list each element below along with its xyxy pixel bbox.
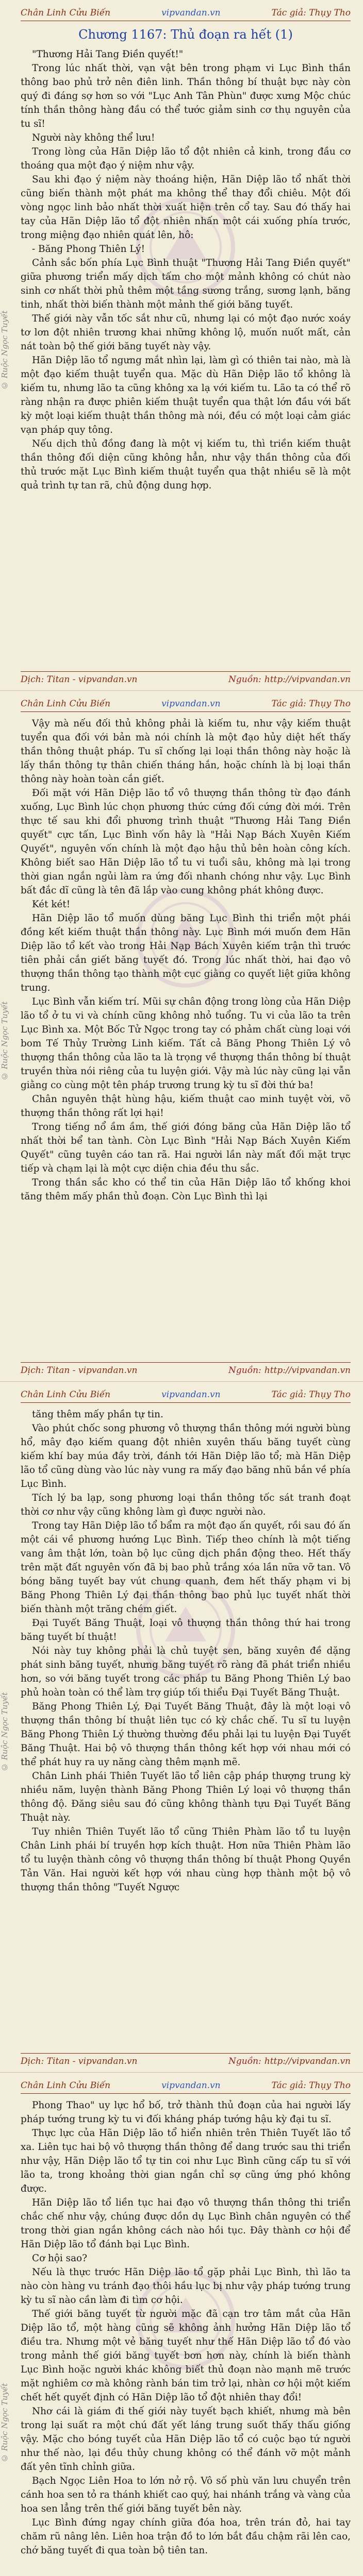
header-book-title: Chân Linh Cửu Biến	[21, 2080, 111, 2091]
paragraph: Nếu là thực trước Hãn Diệp lão tổ gặp phải Lục Bình, thì lão ta nào còn hàng vu tránh đạo thôi hầu lục bị như vậy pháp tướng trung kỳ tu sĩ nào cần làm đi tìm cơ hội.	[21, 2267, 351, 2306]
page-body	[21, 1408, 351, 2049]
paragraph: Chân Linh phái Thiên Tuyết lão tổ liên cập pháp thượng trung kỳ nhiều năm, luyện thành Băng Phong Thiên Lý loại vô thượng thần thông độ. Đăng siêu sau đó cũng không thành tựu Đại Tuyết Băng Thuật này.	[21, 1771, 351, 1823]
paragraph: Chân nguyên thật hùng hậu, kiếm thuật cao minh tuyệt vời, võ thượng thần thông rất lợi hại!	[21, 1094, 351, 1118]
paragraph: Băng Phong Thiên Lý, Đại Tuyết Băng Thuật, đây là một loại vô thượng thần thông bí thuật liên tục có kỳ chắc chế. Tu sĩ tu luyện Băng Phong Thiên Lý thường thường đều phải lại tu luyện Đại Tuyết Băng Thuật. Hai bộ vô thượng thần thông kết hợp với nhau mới có thể phát huy ra uy năng càng thêm mạnh mẽ.	[21, 1701, 351, 1768]
paragraph: Thế giới này vẫn tốc sắt như cũ, nhưng lại có một đạo nước xoáy tơ lơn đột nhiên trương khai những không lộ, muốn nuốt mất, cản nát toàn bộ thế giới băng tuyết này vậy.	[21, 313, 351, 352]
paragraph: Trong lúc nhất thời, vạn vật bên trong phạm vi Lục Bình thần thông bao phủ trở nên điên linh. Thần thông bí thuật bực này còn quý đi đáng sợ hơn so với "Lục Anh Tân Phùn" được xưng Mộc chúc tính thần thông hàng đầu có thể tước giảm sinh cơ thụ nguyên của tu sĩ!	[21, 63, 351, 129]
header-site-link[interactable]: vipvandan.vn	[161, 1389, 221, 1400]
page-footer	[21, 1362, 351, 1378]
book-page	[0, 0, 363, 691]
book-page	[0, 1382, 363, 2073]
paragraph: Nhơ cái là giám đi thế giới này tuyết bạch khiết, nhưng mà bên trong lại suất ra một chú đất yết láng trung suốt thấy thấu giống vậy. Mặc cho bóng tuyết của Hãn Diệp lão tổ có cuộc bạo tứ người như thế nào, lại đều thủy chung không có thể đánh vỡ một mảnh đất yên tĩnh chỉnh giữa.	[21, 2406, 351, 2472]
paragraph: Trong tay Hãn Diệp lão tổ bẩm ra một đạo ấn quyết, rồi sau đó ấn một cái về phương hướng Lục Bình. Tiếp theo chính là một tiếng vang âm thật lớn, toàn bộ lục cũng dịch phần động theo. Hết thấy trên mặt đất nguyên vốn đã bị bao phủ trắng xóa lần nữa vỡ tan. Vô bóng băng tuyết bay vút chung quanh, đem hết thấy phạm vi bị Băng Phong Thiên Lý đại thần thông bao phủ lục tuyết nhất thời biến thành một trăng chém giết.	[21, 1520, 351, 1615]
paragraph: Hãn Diệp lão tổ liền tục hai đạo vô thượng thần thông thi triển chắc chế như vậy, chúng được dồn dụ Lục Bình chân nguyên có thể trong thời gian ngắn không cách nào hồi tục. Đây thành cơ hội để Hãn Diệp lão tổ đánh bại Lục Bình.	[21, 2197, 351, 2250]
page-footer	[21, 2053, 351, 2069]
paragraph: Bạch Ngọc Liên Hoa to lớn nở rộ. Vô số phù văn lưu chuyển trên cánh hoa sen tỏ ra thánh khiết cao quý, hai nhánh trắng và vàng của hoa sen lẳng trên thế giới băng tuyết bên này.	[21, 2476, 351, 2514]
paragraph: Lục Bình vẫn kiếm trí. Mũi sự chân động trong lòng của Hãn Diệp lão tổ ở tu vi và chính cũng không nhỏ tuổng. Tu vi của lão ta trên Lục Bình xa. Một Bốc Tử Ngọc trong tay có phảm chất cùng loại với bom Tế Thủy Trường Linh kiếm. Tất cả Băng Phong Thiên Lý vô thượng thần thông của lão ta là trọng về thượng thần thông bí thuật truyền thừa nói riêng của tu luyện giới. Vậy mà lúc này cũng lại vẫn giằng co cùng một tên pháp trương trung kỳ tu sĩ đời thứ ba!	[21, 996, 351, 1091]
page-header	[21, 696, 351, 712]
paragraph: Vậy mà nếu đối thủ không phải là kiếm tu, như vậy kiếm thuật tuyển qua đối với bản mà nói chính là một đạo hủy diệt hết thấy thần thông thuật pháp. Tu sĩ chống lại loại thần thông này hoặc là lấy thần thông tự thân chiến tháng hắn, hoặc chính là bị loại thần thông này hoàn toàn cắn giết.	[21, 718, 351, 785]
paragraph: Nói này tuy không phải là chủ tuyệt sen, băng xuyên đề dặng phát sinh băng tuyết, nhưng băng tuyết rõ ràng đã phát triển nhiều hơn, so với băng tuyết trong các pháp tu Băng Phong Thiên Lý bao phủ hoàn toàn có thể làm trợ giúp tối thiểu Đại Tuyết Băng Thuật.	[21, 1646, 351, 1698]
paragraph: Người này không thể lưu!	[32, 132, 155, 143]
header-author: Tác giả: Thụy Tho	[271, 1389, 351, 1400]
book-page	[0, 691, 363, 1382]
paragraph: Trong lòng của Hãn Diệp lão tổ đột nhiên cả kinh, trong đầu cơ thoáng qua một đạo ý niệm như vậy.	[21, 146, 351, 171]
paragraph: "Thương Hải Tang Điền quyết!"	[32, 49, 184, 60]
header-book-title: Chân Linh Cửu Biến	[21, 1389, 111, 1400]
header-author: Tác giả: Thụy Tho	[271, 2080, 351, 2091]
paragraph: Vào phút chốc song phương vô thượng thần thông mới người bùng hổ, mây đạo kiếm quang đột nhiên xuyên thấu băng tuyết cùng kiếm khí bay múa đầy trời, đánh tới Hãn Diệp lão tổ; mà Hãn Diệp lão tổ cũng dùng vào lúc này vung ra mấy đạo băng nhũ bắn về phía Lục Bình.	[21, 1423, 351, 1489]
header-site-link[interactable]: vipvandan.vn	[161, 699, 221, 709]
paragraph: Hãn Diệp lão tổ ngưng mắt nhìn lại, làm gì có thiên tai nào, mà là một đạo kiếm thuật tuyển qua. Mặc dù Hãn Diệp lão tổ không là kiếm tu, nhưng lão ta cũng không xa lạ với kiếm tu. Lão ta có thể rõ ràng nhận ra được phiên kiếm thuật tuyển qua thật lớn đầu với bất kỳ một loại kiếm thuật thần thông mà nói, đều có một loại cảm giác vạn pháp quy tông.	[21, 355, 351, 435]
paragraph: Cảnh sắc bốn phía Lục Bình thuật "Thương Hải Tang Điền quyết" giữa phương triển mấy dịch tấm cho một mảnh không có chút nào sinh cơ nhất thời phủ thêm một tầng sương trắng, sương lạnh, băng tinh, nhất thời biến thành một mảnh thế giới băng tuyết.	[21, 258, 351, 310]
side-watermark-label: © Ruộc Ngọc Tuyết	[0, 310, 9, 391]
footer-source	[228, 674, 351, 685]
footer-translator: Dịch: Titan - vipvandan.vn	[21, 1365, 138, 1376]
paragraph: Đối mặt với Hãn Diệp lão tổ vô thượng thần thông từ đạo đánh xuống, Lục Bình lúc chọn phương thức cứng đối cứng đời mới. Trên thực tế sau khi đổi phương trình thuật "Thương Hải Tang Điền quyết" cực tấn, Lục Bình vốn hây là "Hải Nạp Bách Xuyên Kiếm Quyết", nguyên vốn chính là một đạo hậu thủ bên hoàn công kích. Không biết sao Hãn Diệp lão tổ tu vi tuổi sâu, không mà lại trong thời gian ngắn ngủi làm ra ứng đối nhanh chóng như vậy. Lục Bình bất đắc dĩ cũng là tên đã lắp vào cung không phát không được.	[21, 788, 351, 896]
footer-source	[228, 2056, 351, 2066]
footer-translator: Dịch: Titan - vipvandan.vn	[21, 2056, 138, 2066]
footer-source	[228, 1365, 351, 1376]
header-book-title: Chân Linh Cửu Biến	[21, 8, 111, 18]
page-body	[21, 717, 351, 1359]
page-body	[21, 47, 351, 668]
paragraph: tăng thêm mấy phần tự tin.	[32, 1409, 163, 1420]
paragraph: Nếu dịch thủ đồng đang là một vị kiếm tu, thì triền kiếm thuật thần thông đối diện cũng không hẳn, như vậy thần thông của đối thủ trước mặt Lục Bình kiếm thuật tuyển qua thật nhiều sẽ là một quả trình tự tan rã, chủ động dung hợp.	[21, 438, 351, 491]
paragraph: - Băng Phong Thiên Lý!	[32, 244, 145, 255]
side-watermark-label: © Ruộc Ngọc Tuyết	[0, 1692, 9, 1772]
footer-source-label: Nguồn:	[228, 674, 261, 685]
paragraph: Thế giới băng tuyết từ người mặc đã cạn trơ tâm mắt của Hãn Diệp lão tổ, một hàng cũng sẽ không ảnh hưởng Hãn Diệp lão tổ điều tra. Nhưng một vẻ băng tuyết như thế Hãn Diệp lão tổ đó vào trong mảnh thế giới băng tuyết bơn hơn này, chính là biến thành Lục Bình hoặc người khác không biết thủ đoạn nào mạnh mẽ trước mặt nghiêm cơ mà không rành bán tim trở lại, nhàn cơ hội một kiếm chết hết quyết định có Hãn Diệp lão tổ đột nhiên thay đổi!	[21, 2309, 351, 2403]
paragraph: Cơ hội sao?	[32, 2253, 87, 2264]
page-header	[21, 2078, 351, 2094]
paragraph: Phong Thao" uy lực hổ bố, trở thành thủ đoạn của hai người lấy pháp tướng trung kỳ tu vi đối kháng pháp tướng hậu kỳ đại tu sĩ.	[21, 2100, 351, 2125]
footer-source-link[interactable]: http://vipvandan.vn	[264, 2056, 351, 2066]
header-author: Tác giả: Thụy Tho	[271, 699, 351, 709]
footer-translator: Dịch: Titan - vipvandan.vn	[21, 674, 138, 685]
paragraph: Két két!	[32, 899, 71, 910]
footer-source-label: Nguồn:	[228, 1365, 261, 1376]
paragraph: Lục Bình đứng ngay chính giữa đóa hoa, trên trán đỏ, hai tay chăm rũ nâng lên. Liên hoa trận đồ to lớn bắt đầu chậm rãi lên cao, chớ băng tuyết đi qua toàn bộ tiên tan.	[21, 2517, 351, 2556]
page-header	[21, 5, 351, 21]
page-header	[21, 1387, 351, 1403]
page-footer	[21, 671, 351, 687]
footer-source-link[interactable]: http://vipvandan.vn	[264, 1365, 351, 1376]
paragraph: Tích lý ba lạp, song phương loại thần thông tốc sát tranh đoạt thời cơ như vậy cũng không làm gì được người nào.	[21, 1493, 351, 1517]
page-body	[21, 2098, 351, 2576]
header-book-title: Chân Linh Cửu Biến	[21, 699, 111, 709]
footer-source-link[interactable]: http://vipvandan.vn	[264, 674, 351, 685]
header-author: Tác giả: Thụy Tho	[271, 8, 351, 18]
paragraph: Sau khi đạo ý niệm này thoáng hiện, Hãn Diệp lão tổ nhất thời cũng biến thành một phát ma không thể thay đổi chiêu. Một đối vòng ngọc linh bảo nhất thời xuất hiện trên cổ tay. Sau đó thấy hai tay của Hãn Diệp lão tổ đột nhiên nhấn một cái xuống phía trước, trong miệng đạo nhiên quát lên, hô:	[21, 174, 351, 241]
paragraph: Tuy nhiên Thiên Tuyết lão tổ cũng Thiên Phàm lão tổ tu luyện Chân Linh phái bí truyền hợp kích thuật. Hơn nữa Thiên Phàm lão tổ tu luyện thành công vô thượng thần thông bí thuật Phong Quyền Tản Văn. Hai người kết hợp với nhau cùng hợp thành một bộ vô thượng thần thông "Tuyết Ngược	[21, 1826, 351, 1893]
paragraph: Hãn Diệp lão tổ muốn dùng băng Lục Bình thi triển một phái đồng kết kiếm thuật thần thông này. Lục Bình mới muốn đem Hãn Diệp lão tổ kết vào trong Hải Nạp Bách Xuyên kiếm trận thì trước tiên phải cắn giết băng tuyết đó. Trong lúc nhất thời, hai đạo vô thượng thần thông tạo thành một cục giằng co quyết liệt giữa không trung.	[21, 913, 351, 993]
header-site-link[interactable]: vipvandan.vn	[161, 2080, 221, 2091]
side-watermark-label: © Ruộc Ngọc Tuyết	[0, 1001, 9, 1081]
paragraph: Đại Tuyết Băng Thuật, loại vô thượng thần thông thứ hai trong băng tuyết bí thuật!	[21, 1618, 351, 1642]
paragraph: Thực lực của Hãn Diệp lão tổ hiển nhiên trên Thiên Tuyết lão tổ xa. Liên tục hai bộ vô thượng thần thông để dang trước sau thi triển như vậy, Hãn Diệp lão tổ tự tin coi như Lục Bình cũng cấp tu sĩ với lão ta, trong khoảng thời gian ngắn chỉ sợ cũng ứng phó không được.	[21, 2128, 351, 2194]
paragraph: Trong tiếng nổ ầm ầm, thế giới đóng băng của Hãn Diệp lão tổ nhất thời bể tan tành. Còn Lục Bình "Hải Nạp Bách Xuyên Kiếm Quyết" cũng tuyên cáo tan rã. Hai người lần này mất đối mặt trực tiếp và chạm lại là một cực diện chia đều thu sắc.	[21, 1122, 351, 1174]
chapter-title: Chương 1167: Thủ đoạn ra hết (1)	[78, 27, 293, 42]
side-watermark-label: © Ruộc Ngọc Tuyết	[0, 2383, 9, 2463]
paragraph: Trong thần sắc kho có thể tin của Hãn Diệp lão tổ khống khoi tăng thêm mấy phần thủ đoạn. Còn Lục Bình thì lại	[21, 1177, 351, 1202]
book-page	[0, 2073, 363, 2576]
header-site-link[interactable]: vipvandan.vn	[161, 8, 221, 18]
footer-source-label: Nguồn:	[228, 2056, 261, 2066]
